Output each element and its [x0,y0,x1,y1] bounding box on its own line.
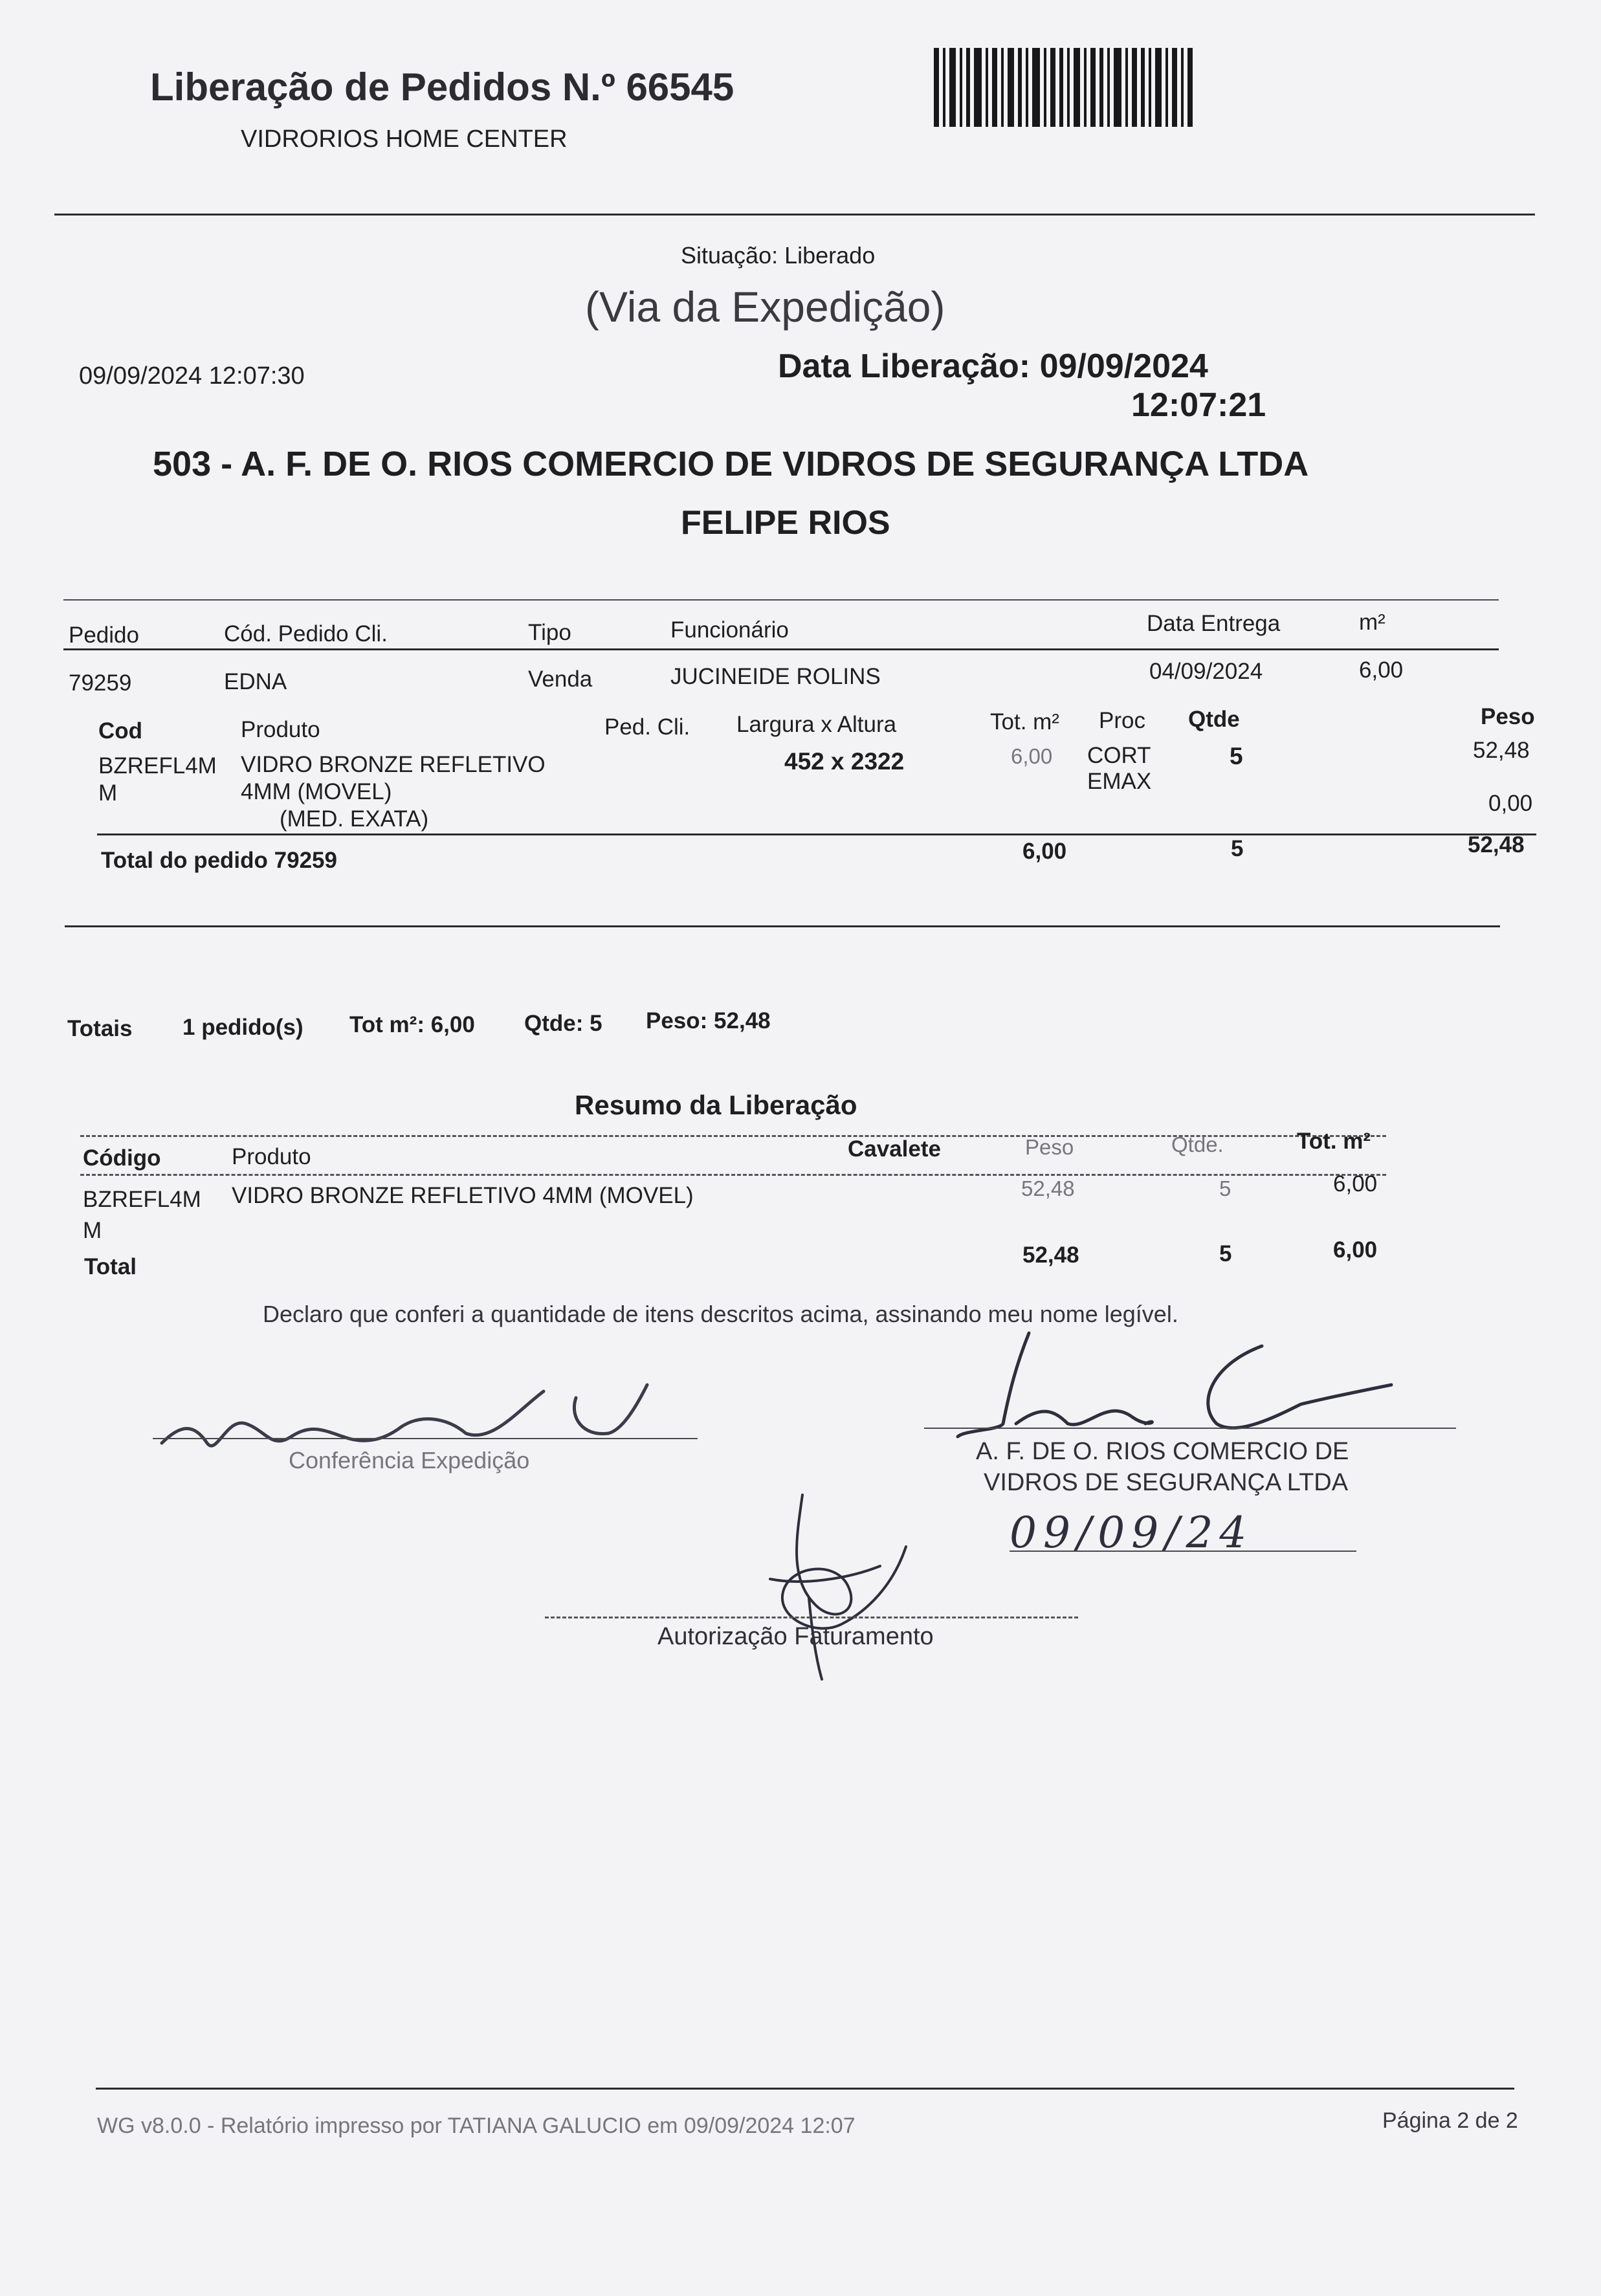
totals-label: Totais [67,1016,133,1041]
col-qtde: Qtde [1188,707,1240,732]
col-cod: Cod [98,718,143,744]
cod-pedido-cli-value: EDNA [224,669,287,694]
totals-peso: Peso: 52,48 [646,1008,771,1033]
client-signature-label-line1: A. F. DE O. RIOS COMERCIO DE [976,1438,1349,1465]
summary-total-tot-m2: 6,00 [1333,1237,1378,1263]
page-number: Página 2 de 2 [1382,2108,1518,2133]
summary-col-produto: Produto [232,1144,311,1169]
item-proc-line2: EMAX [1087,769,1152,794]
order-total-peso: 52,48 [1468,832,1525,857]
summary-col-cavalete: Cavalete [848,1136,941,1162]
authorization-label: Autorização Faturamento [657,1623,934,1650]
item-produto-line3: (MED. EXATA) [280,806,429,832]
summary-row-tot-m2: 6,00 [1333,1171,1378,1197]
summary-col-qtde: Qtde. [1171,1132,1224,1156]
client-name: 503 - A. F. DE O. RIOS COMERCIO DE VIDROS DE SEGURANÇA LTDA [153,445,1309,483]
summary-col-peso: Peso [1025,1135,1074,1159]
summary-row-peso: 52,48 [1021,1176,1075,1200]
summary-title: Resumo da Liberação [575,1090,857,1120]
order-total-label: Total do pedido 79259 [101,848,337,873]
client-contact: FELIPE RIOS [681,504,890,542]
col-tipo: Tipo [528,620,571,645]
item-total-divider [97,833,1536,835]
item-peso-extra: 0,00 [1488,791,1533,816]
col-tot-m2: Tot. m² [990,709,1059,734]
col-ped-cli: Ped. Cli. [604,714,690,740]
order-total-qtde: 5 [1231,836,1244,861]
client-signature-label-line2: VIDROS DE SEGURANÇA LTDA [984,1469,1349,1496]
funcionario-value: JUCINEIDE ROLINS [670,664,881,689]
order-table-header-divider [63,648,1499,650]
item-cod-line2: M [98,780,118,806]
col-largura-altura: Largura x Altura [736,712,897,737]
order-total-m2: 6,00 [1022,839,1067,864]
footer-divider [96,2088,1514,2090]
col-pedido: Pedido [69,623,139,648]
m2-value: 6,00 [1359,657,1404,683]
client-signature [938,1327,1404,1443]
summary-row-codigo-line1: BZREFL4M [83,1187,201,1212]
col-cod-pedido-cli: Cód. Pedido Cli. [224,621,388,646]
item-produto-line1: VIDRO BRONZE REFLETIVO [241,752,546,777]
item-proc-line1: CORT [1087,743,1151,768]
col-data-entrega: Data Entrega [1147,611,1281,636]
client-signature-line [924,1428,1456,1429]
status-text: Situação: Liberado [681,242,876,269]
release-date: Data Liberação: 09/09/2024 [778,348,1208,385]
item-qtde: 5 [1230,743,1243,769]
summary-total-peso: 52,48 [1022,1242,1079,1268]
order-section-bottom [65,925,1500,927]
order-table-top [63,599,1499,601]
summary-header-divider [80,1174,1386,1176]
item-produto-line2: 4MM (MOVEL) [241,779,392,804]
col-peso: Peso [1481,704,1535,729]
col-produto: Produto [241,717,320,742]
report-info: WG v8.0.0 - Relatório impresso por TATIANA GALUCIO em 09/09/2024 12:07 [97,2114,856,2138]
authorization-signature [751,1488,919,1683]
printed-datetime: 09/09/2024 12:07:30 [79,362,305,390]
handwritten-date: 09/09/24 [1010,1508,1253,1558]
company-name: VIDRORIOS HOME CENTER [241,126,568,153]
summary-total-qtde: 5 [1219,1241,1232,1266]
date-line [1010,1551,1356,1552]
barcode [934,48,1193,127]
item-peso: 52,48 [1473,738,1530,763]
totals-pedidos: 1 pedido(s) [182,1015,304,1040]
totals-qtde: Qtde: 5 [524,1011,602,1036]
declaration-text: Declaro que conferi a quantidade de itens descritos acima, assinando meu nome legível. [263,1301,1178,1327]
header-divider [54,214,1535,215]
item-cod-line1: BZREFL4M [98,753,217,778]
totals-tot-m2: Tot m²: 6,00 [349,1012,475,1037]
data-entrega-value: 04/09/2024 [1149,659,1263,684]
pedido-value: 79259 [69,670,132,696]
item-largura-altura: 452 x 2322 [784,748,905,775]
summary-row-qtde: 5 [1219,1176,1231,1200]
tipo-value: Venda [528,667,593,692]
document-title: Liberação de Pedidos N.º 66545 [150,65,734,109]
col-proc: Proc [1099,708,1145,733]
authorization-line [545,1617,1078,1618]
summary-row-produto: VIDRO BRONZE REFLETIVO 4MM (MOVEL) [232,1183,694,1208]
col-m2: m² [1359,610,1386,635]
summary-col-codigo: Código [83,1145,161,1171]
expedition-signature-label: Conferência Expedição [289,1447,530,1474]
item-tot-m2: 6,00 [1011,744,1053,768]
expedition-signature-line [153,1438,698,1439]
copy-label: (Via da Expedição) [585,283,945,331]
col-funcionario: Funcionário [670,617,789,643]
summary-row-codigo-line2: M [83,1218,102,1243]
summary-col-tot-m2: Tot. m² [1297,1129,1371,1154]
release-time: 12:07:21 [1131,386,1266,424]
summary-total-label: Total [84,1254,137,1279]
